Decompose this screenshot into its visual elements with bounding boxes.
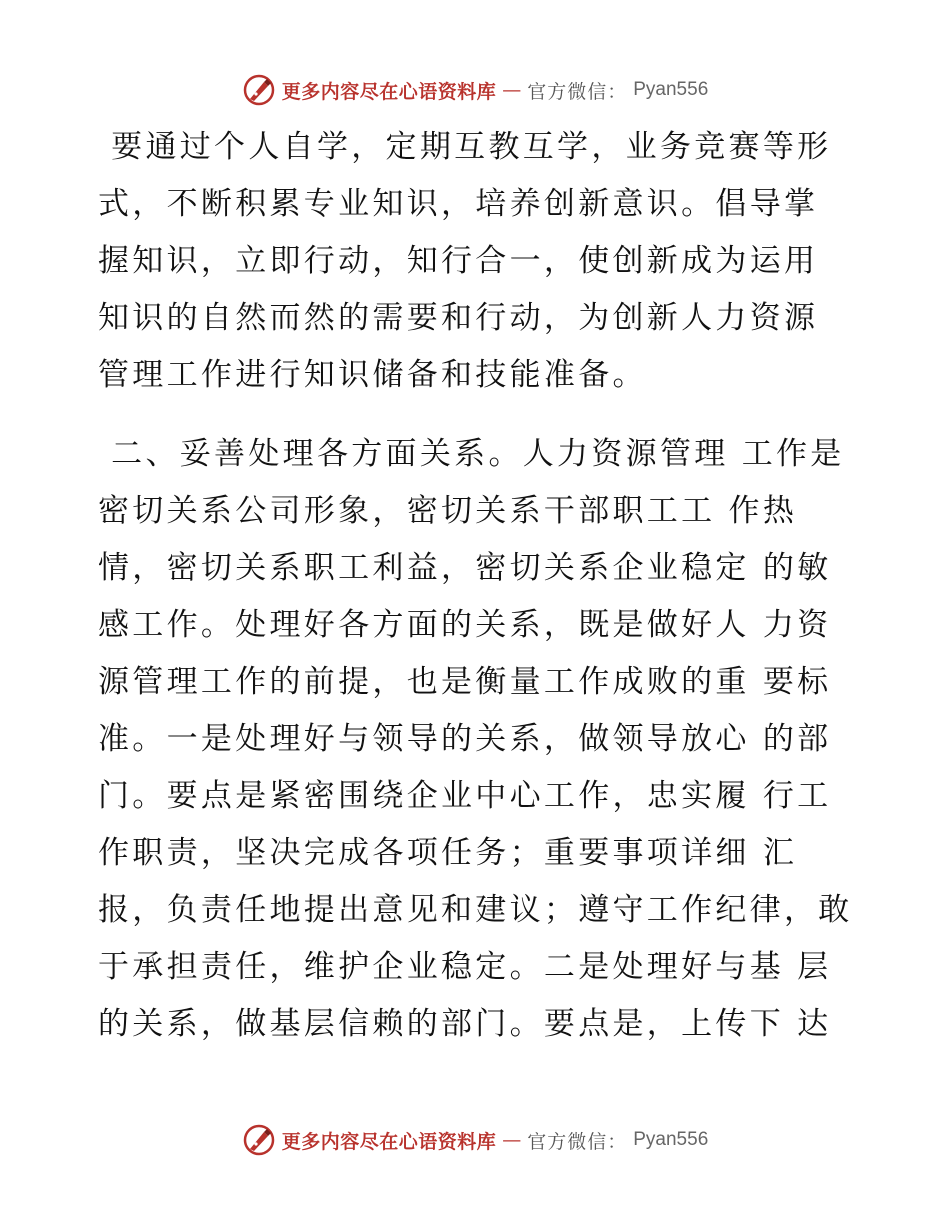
paragraph-2-line-5: 源管理工作的前提，也是衡量工作成败的重 要标 [98,664,832,700]
paragraph-2-line-6: 准。一是处理好与领导的关系，做领导放心 的部 [98,721,832,757]
footer-brand-text: 更多内容尽在心语资料库 [281,1130,497,1153]
header-dash: — [502,79,522,101]
paragraph-2-line-11: 的关系，做基层信赖的部门。要点是，上传下 达 [98,1006,832,1042]
paragraph-1-line-3: 握知识，立即行动，知行合一，使创新成为运用 [98,243,819,279]
paragraph-1-line-1: 要通过个人自学，定期互教互学，业务竞赛等形 [98,129,832,165]
paragraph-1-line-2: 式，不断积累专业知识，培养创新意识。倡导掌 [98,186,819,222]
paragraph-1-line-5: 管理工作进行知识储备和技能准备。 [98,357,647,393]
pen-nib-logo-icon [242,73,276,107]
paragraph-2-line-10: 于承担责任，维护企业稳定。二是处理好与基 层 [98,949,832,985]
paragraph-2-line-1: 二、妥善处理各方面关系。人力资源管理 工作是 [98,436,845,472]
paragraph-1-line-4: 知识的自然而然的需要和行动，为创新人力资源 [98,300,819,336]
paragraph-2-line-4: 感工作。处理好各方面的关系，既是做好人 力资 [98,607,832,643]
pen-nib-logo-icon [242,1123,276,1157]
footer-dash: — [502,1129,522,1151]
paragraph-2-line-3: 情，密切关系职工利益，密切关系企业稳定 的敏 [98,550,832,586]
footer-wechat-id: Pyan556 [633,1129,709,1150]
paragraph-2-line-9: 报，负责任地提出意见和建议；遵守工作纪律，敢 [98,892,853,928]
header-wechat-label: 官方微信： [527,80,628,103]
footer-banner [0,1120,950,1160]
paragraph-2-line-8: 作职责，坚决完成各项任务；重要事项详细 汇 [98,835,798,871]
header-brand-text: 更多内容尽在心语资料库 [281,80,497,103]
header-wechat-id: Pyan556 [633,79,709,100]
paragraph-2-line-7: 门。要点是紧密围绕企业中心工作，忠实履 行工 [98,778,832,814]
header-banner [0,70,950,110]
footer-wechat-label: 官方微信： [527,1130,628,1153]
paragraph-2-line-2: 密切关系公司形象，密切关系干部职工工 作热 [98,493,798,529]
